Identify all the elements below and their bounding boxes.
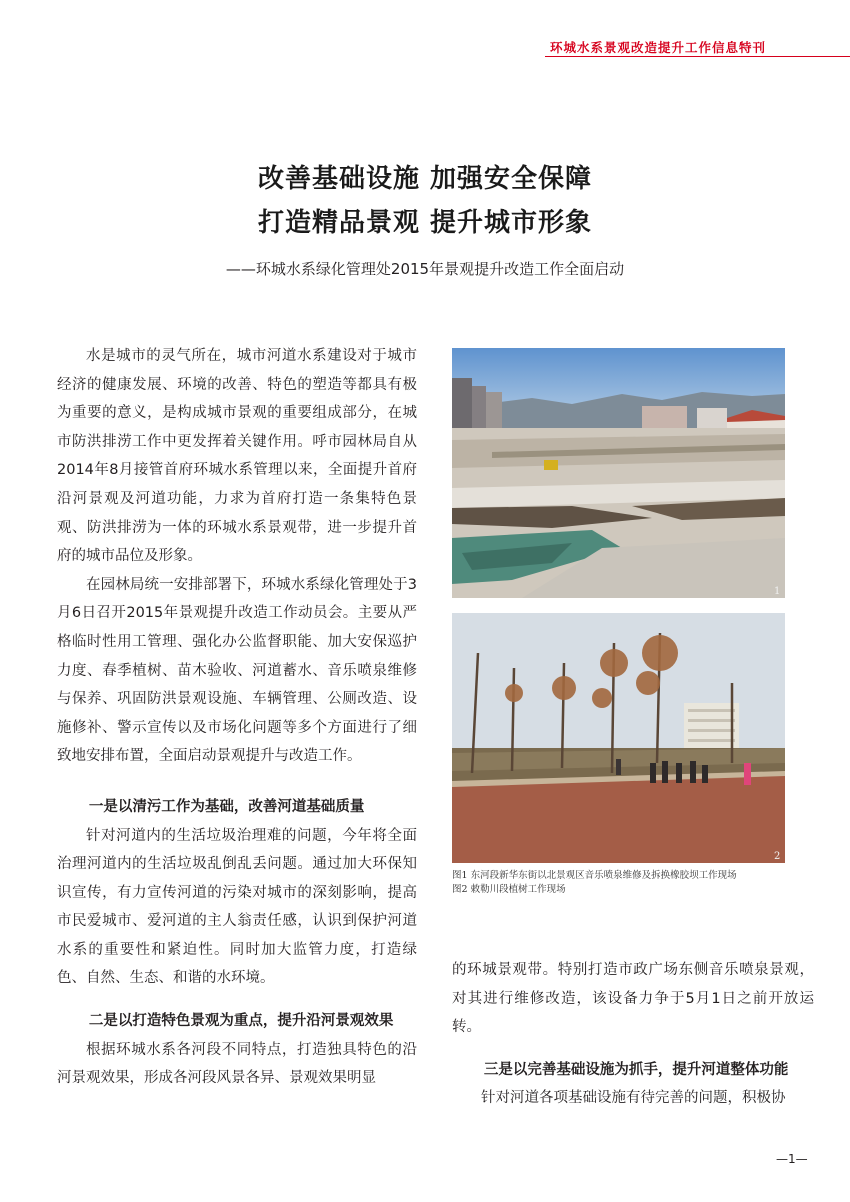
article-title-line1: 改善基础设施 加强安全保障	[257, 164, 593, 194]
paragraph-intro: 水是城市的灵气所在，城市河道水系建设对于城市经济的健康发展、环境的改善、特色的塑造等都具有极为重要的意义，是构成城市景观的重要组成部分，在城市防洪排涝工作中更发挥着关键作用。呼市园林局自从2014年8月接管首府环城水系管理以来，全面提升首府沿河景观及河道功能，力求为首府打造一条集特色景观、防洪排涝为一体的环城水系景观带，进一步提升首府的城市品位及形象。	[57, 348, 417, 565]
tree-planting-image	[452, 613, 785, 863]
section-heading-1: 一是以清污工作为基础，改善河道基础质量	[88, 798, 365, 815]
article-subtitle: ——环城水系绿化管理处2015年景观提升改造工作全面启动	[225, 260, 625, 278]
spacer	[452, 1042, 814, 1056]
tree-planting-photo	[452, 613, 785, 863]
paragraph-landscape: 根据环城水系各河段不同特点，打造独具特色的沿河景观效果，形成各河段风景各异、景观效果明显	[57, 1041, 417, 1087]
paragraph-meeting: 在园林局统一安排部署下，环城水系绿化管理处于3月6日召开2015年景观提升改造工作动员会。主要从严格临时性用工管理、强化办公监督职能、加大安保巡护力度、春季植树、苗木验收、河道蓄水、音乐喷泉维修与保养、巩固防洪景观设施、车辆管理、公厕改造、设施修补、警示宣传以及市场化问题等多个方面进行了细致地安排布置，全面启动景观提升与改造工作。	[57, 576, 417, 765]
photo1-number: 1	[774, 586, 781, 597]
header-title: 环城水系景观改造提升工作信息特刊	[550, 40, 767, 55]
right-column	[452, 956, 814, 1113]
left-column	[57, 342, 417, 1093]
section-heading-2: 二是以打造特色景观为重点，提升沿河景观效果	[88, 1013, 394, 1030]
figure-caption-2: 图2 敕勒川段植树工作现场	[452, 884, 566, 895]
header-rule	[545, 56, 850, 57]
spacer	[57, 993, 417, 1007]
river-construction-photo	[452, 348, 785, 598]
photo2-number: 2	[774, 851, 781, 862]
page-number: —1—	[776, 1152, 808, 1166]
river-construction-image	[452, 348, 785, 598]
figure-caption-1: 图1 东河段新华东街以北景观区音乐喷泉维修及拆换橡胶坝工作现场	[452, 870, 737, 881]
section-heading-3: 三是以完善基础设施为抓手，提升河道整体功能	[483, 1061, 789, 1078]
paragraph-fountain: 的环城景观带。特别打造市政广场东侧音乐喷泉景观，对其进行维修改造，该设备力争于5月1日之前开放运转。	[452, 962, 814, 1036]
spacer	[57, 771, 417, 793]
paragraph-infrastructure: 针对河道各项基础设施有待完善的问题，积极协	[481, 1090, 786, 1107]
paragraph-cleanup: 针对河道内的生活垃圾治理难的问题，今年将全面治理河道内的生活垃圾乱倒乱丢问题。通过加大环保知识宣传，有力宣传河道的污染对城市的深刻影响，提高市民爱城市、爱河道的主人翁责任感，认识到保护河道水系的重要性和紧迫性。同时加大监管力度，打造绿色、自然、生态、和谐的水环境。	[57, 827, 417, 987]
article-title-line2: 打造精品景观 提升城市形象	[257, 208, 593, 238]
